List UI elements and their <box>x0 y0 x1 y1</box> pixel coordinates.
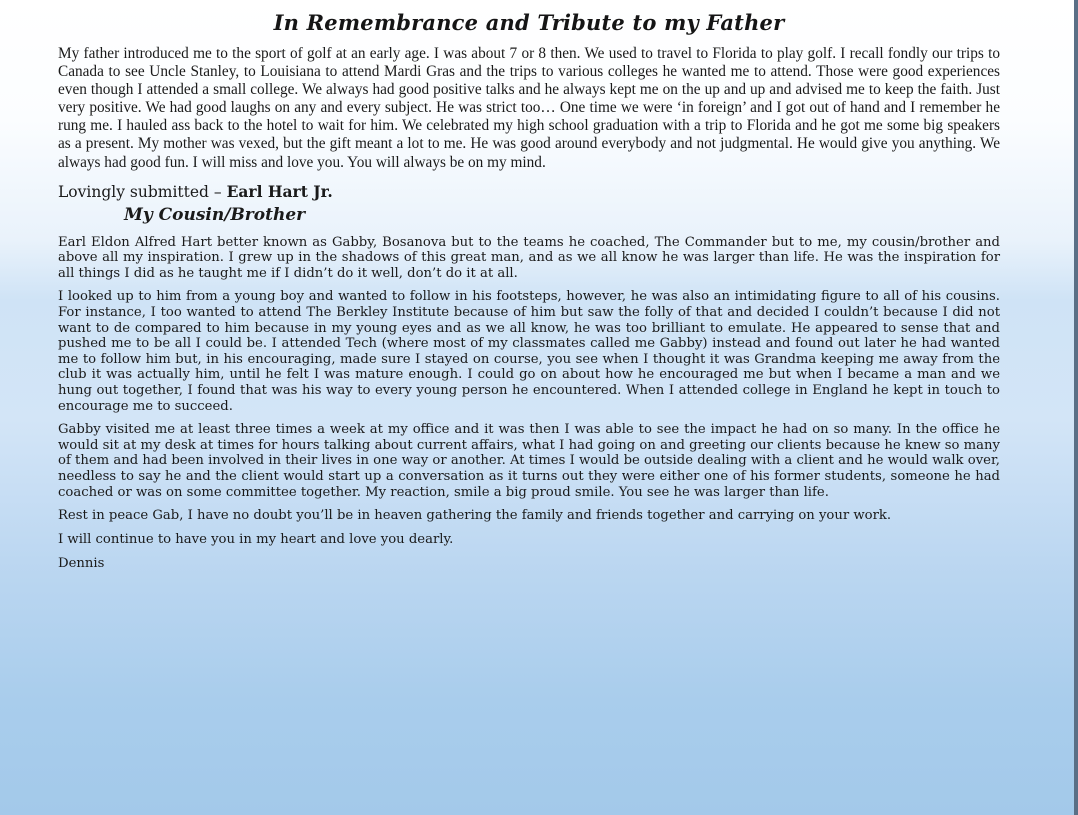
tribute-paragraph: My father introduced me to the sport of golf at an early age. I was about 7 or 8 then. We used to travel to Florida to play golf. I recall fondly our trips to Canada to see Uncle Stanley, to Louisiana to attend Mardi Gras and the trips to various colleges he wanted me to attend. Those were good experiences even though I attended a small college. We always had good positive talks and he always kept me on the up and up and advised me to keep the faith. Just very positive. We had good laughs on any and every subject. He was strict too… One time we were ‘in foreign’ and I got out of hand and I remember he rung me. I hauled ass back to the hotel to wait for him. We celebrated my high school graduation with a trip to Florida and he got me some big speakers as a present. My mother was vexed, but the gift meant a lot to me. He was good around everybody and not judgmental. He would give you anything. We always had good fun. I will miss and love you. You will always be on my mind. <box>58 45 1000 171</box>
page-title: In Remembrance and Tribute to my Father <box>273 10 785 35</box>
page-edge-shadow <box>1074 0 1078 815</box>
submitted-name: Earl Hart Jr. <box>226 181 333 201</box>
body-paragraph-1: Earl Eldon Alfred Hart better known as Gabby, Bosanova but to the teams he coached, The Commander but to me, my cousin/brother and above all my inspiration. I grew up in the shadows of this great man, and as we all know he was larger than life. He was the inspiration for all things I did as he taught me if I didn’t do it well, don’t do it at all. <box>58 234 1000 281</box>
body-paragraph-5: I will continue to have you in my heart and love you dearly. <box>58 531 454 547</box>
signature: Dennis <box>58 556 105 572</box>
body-paragraph-3: Gabby visited me at least three times a week at my office and it was then I was able to see the impact he had on so many. In the office he would sit at my desk at times for hours talking about current affairs, what I had going on and greeting our clients because he knew so many of them and had been involved in their lives in one way or another. At times I would be outside dealing with a client and he would walk over, needless to say he and the client would start up a conversation as it turns out they were either one of his former students, someone he had coached or was on some committee together. My reaction, smile a big proud smile. You see he was larger than life. <box>58 422 1000 500</box>
submitted-prefix: Lovingly submitted – <box>58 182 227 201</box>
section-subtitle: My Cousin/Brother <box>124 204 306 225</box>
tribute-page <box>58 10 1000 571</box>
body-paragraph-4: Rest in peace Gab, I have no doubt you’ll be in heaven gathering the family and friends together and carrying on your work. <box>58 508 892 524</box>
submitted-by-line <box>58 182 1000 201</box>
body-paragraph-2: I looked up to him from a young boy and wanted to follow in his footsteps, however, he was also an intimidating figure to all of his cousins. For instance, I too wanted to attend The Berkley Institute because of him but saw the folly of that and decided I couldn’t because I did not want to de compared to him because in my young eyes and as we all know, he was too brilliant to emulate. He appeared to sense that and pushed me to be all I could be. I attended Tech (where most of my classmates called me Gabby) instead and found out later he had wanted me to follow him but, in his encouraging, made sure I stayed on course, you see when I thought it was Grandma keeping me away from the club it was actually him, until he felt I was mature enough. I could go on about how he encouraged me but when I became a man and we hung out together, I found that was his way to every young person he encountered. When I attended college in England he kept in touch to encourage me to succeed. <box>58 289 1000 414</box>
